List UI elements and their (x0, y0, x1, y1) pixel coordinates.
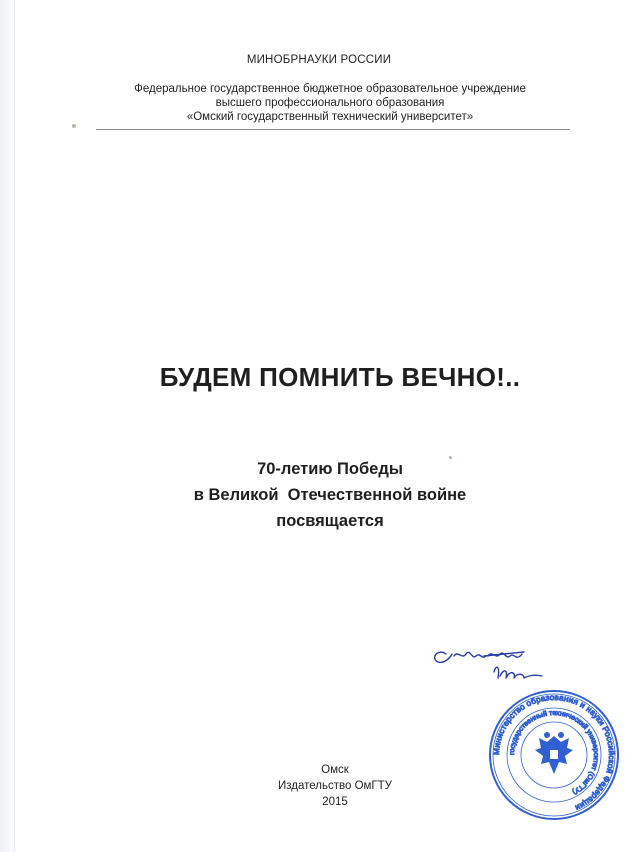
dedication (130, 456, 530, 534)
institution-line: высшего профессионального образования (215, 97, 445, 109)
imprint-publisher: Издательство ОмГТУ (278, 780, 392, 792)
header-divider (96, 129, 570, 130)
dedication-line: посвящается (276, 512, 384, 530)
ministry-name: МИНОБРНАУКИ РОССИИ (246, 54, 392, 66)
scan-speck (72, 124, 76, 128)
handwritten-signature (424, 632, 554, 692)
double-headed-eagle-icon (535, 732, 573, 774)
imprint-city: Омск (321, 764, 349, 776)
dedication-line: в Великой Отечественной войне (193, 486, 467, 504)
institution-line: «Омский государственный технический университет» (186, 111, 474, 123)
dedication-line: 70-летию Победы (257, 460, 403, 478)
institution-line: Федеральное государственное бюджетное образовательное учреждение (134, 83, 526, 95)
imprint (200, 762, 470, 810)
institution-name (80, 82, 580, 124)
official-seal (487, 688, 621, 822)
seal-inner-text: государственный технический университет (ОмГТУ) (508, 709, 600, 796)
book-title: БУДЕМ ПОМНИТЬ ВЕЧНО!.. (159, 362, 521, 392)
seal-outer-text: Министерство образования и науки Российской Федерации (491, 692, 617, 813)
imprint-year: 2015 (322, 796, 348, 808)
scanned-page-edge (0, 0, 15, 852)
